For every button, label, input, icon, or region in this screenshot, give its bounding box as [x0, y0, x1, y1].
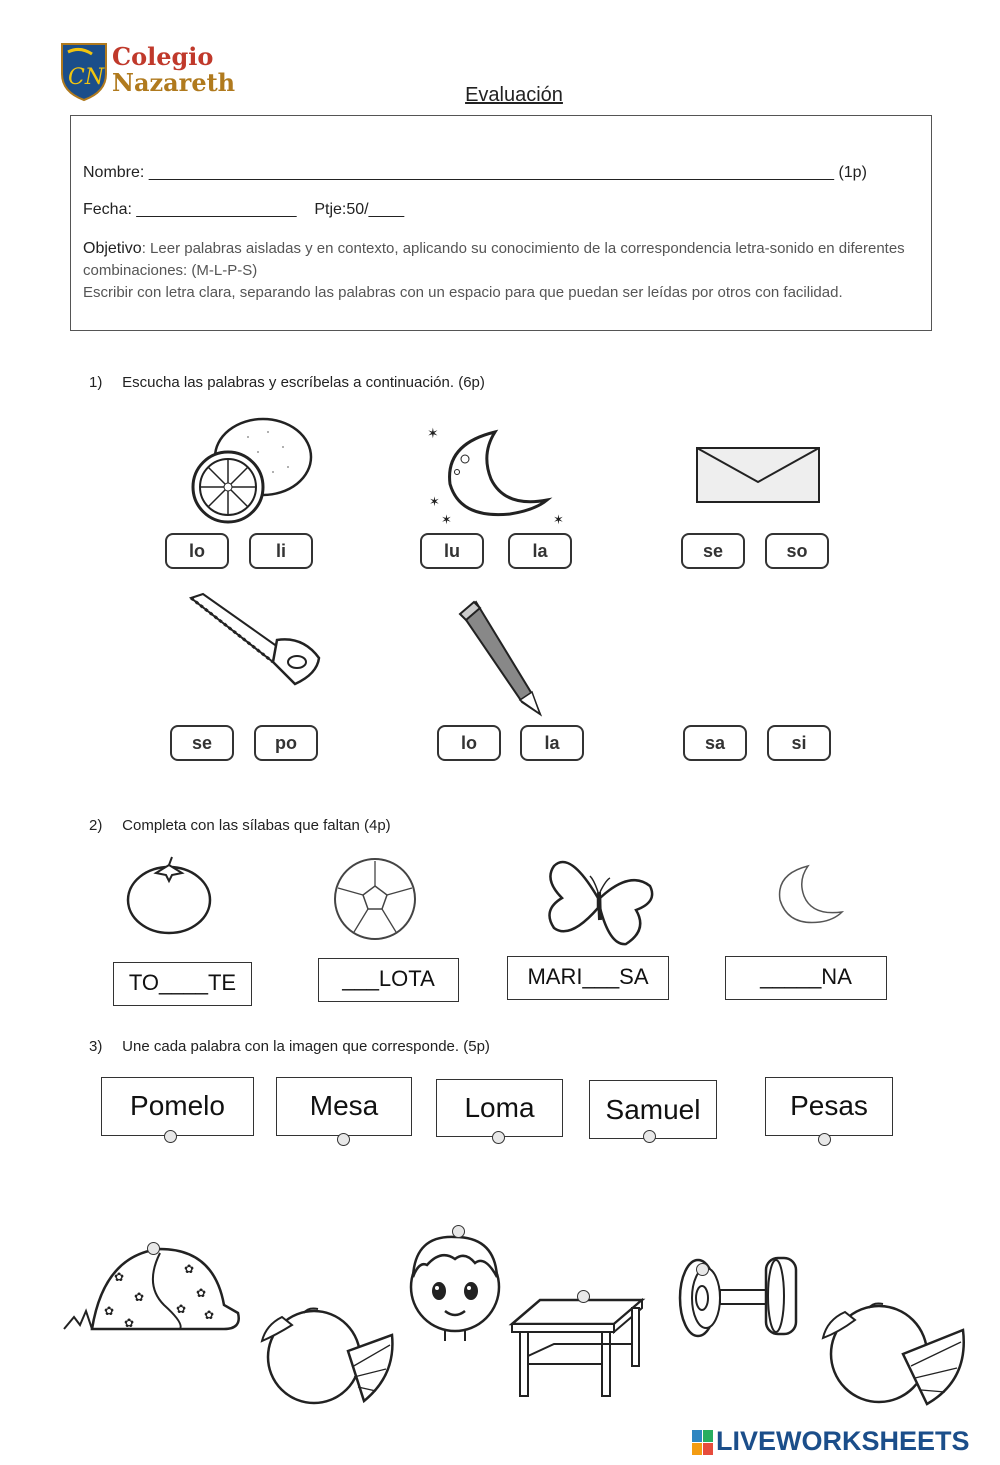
svg-text:✿: ✿	[104, 1304, 115, 1318]
footer-brand: LIVEWORKSHEETS	[716, 1426, 970, 1456]
date-input-line[interactable]: __________________	[136, 201, 297, 218]
word-connector-dot[interactable]	[643, 1130, 656, 1143]
fill-in-word-box[interactable]: MARI___SA	[507, 956, 669, 1000]
svg-text:✿: ✿	[124, 1316, 135, 1330]
svg-text:✿: ✿	[176, 1302, 187, 1316]
table-icon	[510, 1298, 645, 1400]
svg-text:✿: ✿	[134, 1290, 145, 1304]
fill-in-word-box[interactable]: _____NA	[725, 956, 887, 1000]
grapefruit-icon	[252, 1305, 397, 1410]
date-row	[83, 201, 404, 219]
image-connector-dot[interactable]	[452, 1225, 465, 1238]
match-word-box: Mesa	[276, 1077, 412, 1136]
question-2-number: 2)	[89, 817, 103, 834]
lemon-icon	[168, 412, 313, 524]
school-name-line1: Colegio	[112, 42, 214, 71]
svg-text:✿: ✿	[184, 1262, 195, 1276]
syllable-option[interactable]: la	[520, 725, 584, 761]
syllable-option[interactable]: li	[249, 533, 313, 569]
svg-text:✶: ✶	[553, 512, 564, 527]
name-row	[83, 164, 867, 182]
tomato-icon	[126, 855, 214, 935]
question-3-number: 3)	[89, 1038, 103, 1055]
school-name-line2: Nazareth	[112, 68, 236, 97]
question-3	[89, 1038, 490, 1055]
syllable-option[interactable]: so	[765, 533, 829, 569]
question-2	[89, 817, 391, 834]
syllable-option[interactable]: lo	[437, 725, 501, 761]
image-connector-dot[interactable]	[696, 1263, 709, 1276]
syllable-option[interactable]: se	[170, 725, 234, 761]
question-1	[89, 374, 485, 391]
syllable-option[interactable]: sa	[683, 725, 747, 761]
question-1-number: 1)	[89, 374, 103, 391]
soccer-ball-icon	[332, 856, 418, 942]
score-field: Ptje:50/____	[314, 201, 405, 218]
pencil-icon	[450, 600, 545, 718]
match-word-box: Loma	[436, 1079, 563, 1137]
svg-text:✶: ✶	[427, 425, 439, 441]
match-word-box: Pesas	[765, 1077, 893, 1136]
match-word-box: Pomelo	[101, 1077, 254, 1136]
logo-initials: CN	[68, 65, 105, 90]
syllable-option[interactable]: po	[254, 725, 318, 761]
image-connector-dot[interactable]	[147, 1242, 160, 1255]
name-input-line[interactable]: _____________________________________________________________________________	[148, 164, 834, 181]
syllable-option[interactable]: la	[508, 533, 572, 569]
question-1-text: Escucha las palabras y escríbelas a continuación. (6p)	[122, 374, 485, 391]
objective-body: : Leer palabras aisladas y en contexto, aplicando su conocimiento de la correspondencia letra-sonido en diferentes combinaciones: (M-L-P-S)	[83, 240, 905, 279]
syllable-option[interactable]: si	[767, 725, 831, 761]
syllable-option[interactable]: lu	[420, 533, 484, 569]
word-connector-dot[interactable]	[337, 1133, 350, 1146]
syllable-option[interactable]: se	[681, 533, 745, 569]
page-title: Evaluación	[465, 84, 563, 106]
objective-body-2: Escribir con letra clara, separando las palabras con un espacio para que puedan ser leídas por otros con facilidad.	[83, 284, 843, 301]
word-connector-dot[interactable]	[492, 1131, 505, 1144]
name-label: Nombre:	[83, 164, 145, 181]
fill-in-word-box[interactable]: TO____TE	[113, 962, 252, 1006]
fill-in-word-box[interactable]: ___LOTA	[318, 958, 459, 1002]
word-connector-dot[interactable]	[164, 1130, 177, 1143]
objective-text	[83, 238, 923, 304]
svg-text:✶: ✶	[441, 512, 452, 527]
objective-label: Objetivo	[83, 240, 142, 257]
hill-icon	[64, 1245, 242, 1335]
butterfly-icon	[540, 850, 658, 948]
moon-icon	[425, 424, 575, 529]
envelope-icon	[695, 446, 821, 504]
crescent-moon-icon	[772, 862, 846, 928]
grapefruit-icon	[815, 1300, 970, 1410]
svg-text:✿: ✿	[196, 1286, 207, 1300]
date-label: Fecha:	[83, 201, 132, 218]
match-word-box: Samuel	[589, 1080, 717, 1139]
word-connector-dot[interactable]	[818, 1133, 831, 1146]
svg-text:✿: ✿	[114, 1270, 125, 1284]
syllable-option[interactable]: lo	[165, 533, 229, 569]
saw-icon	[185, 592, 325, 692]
image-connector-dot[interactable]	[577, 1290, 590, 1303]
question-2-text: Completa con las sílabas que faltan (4p)	[122, 817, 391, 834]
boy-face-icon	[405, 1225, 505, 1343]
svg-text:✶: ✶	[429, 494, 440, 509]
svg-text:✿: ✿	[204, 1308, 215, 1322]
question-3-text: Une cada palabra con la imagen que corresponde. (5p)	[122, 1038, 490, 1055]
name-points: (1p)	[838, 164, 867, 181]
liveworksheets-logo-icon	[692, 1430, 714, 1456]
